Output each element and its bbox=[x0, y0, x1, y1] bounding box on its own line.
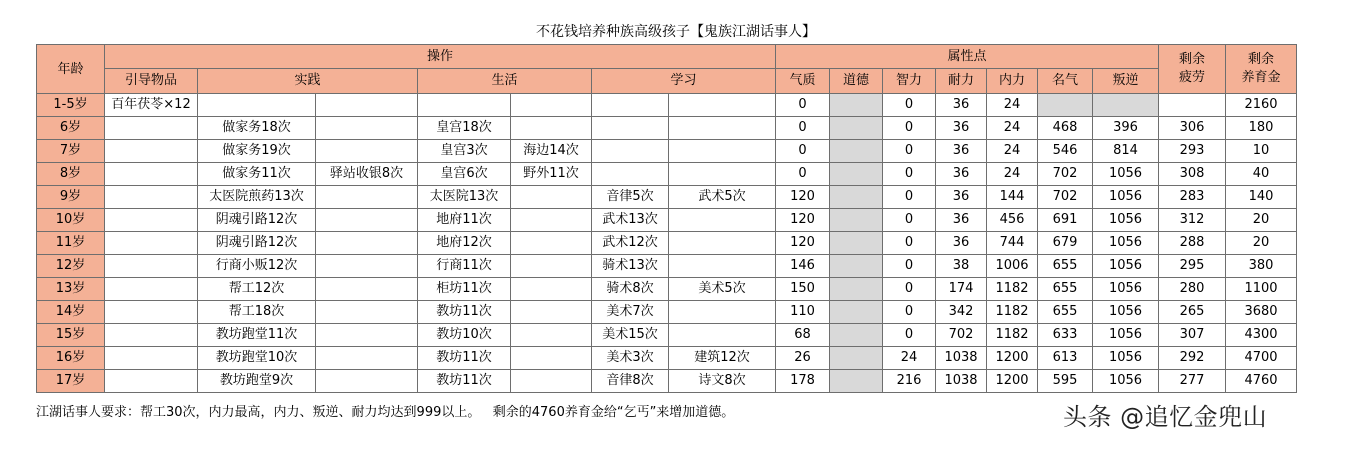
zhili-cell: 0 bbox=[883, 163, 936, 186]
panni-cell: 1056 bbox=[1093, 255, 1159, 278]
neili-cell: 744 bbox=[987, 232, 1038, 255]
life-cell-1: 教坊10次 bbox=[418, 324, 511, 347]
naili-cell: 36 bbox=[936, 94, 987, 117]
table-row bbox=[37, 163, 1297, 186]
qizhi-cell: 0 bbox=[776, 94, 830, 117]
age-cell: 9岁 bbox=[37, 186, 105, 209]
guide-item-cell bbox=[105, 278, 198, 301]
qizhi-cell: 68 bbox=[776, 324, 830, 347]
guide-item-cell bbox=[105, 140, 198, 163]
life-cell-2 bbox=[511, 324, 592, 347]
header-qizhi: 气质 bbox=[776, 69, 830, 94]
age-cell: 16岁 bbox=[37, 347, 105, 370]
funds-cell: 180 bbox=[1226, 117, 1297, 140]
panni-cell bbox=[1093, 94, 1159, 117]
qizhi-cell: 110 bbox=[776, 301, 830, 324]
age-cell: 6岁 bbox=[37, 117, 105, 140]
naili-cell: 36 bbox=[936, 186, 987, 209]
mingqi-cell: 595 bbox=[1038, 370, 1093, 393]
funds-cell: 4700 bbox=[1226, 347, 1297, 370]
daode-cell bbox=[830, 163, 883, 186]
zhili-cell: 0 bbox=[883, 140, 936, 163]
neili-cell: 24 bbox=[987, 117, 1038, 140]
practice-cell-2: 驿站收银8次 bbox=[316, 163, 418, 186]
study-cell-1 bbox=[592, 163, 669, 186]
practice-cell-2 bbox=[316, 278, 418, 301]
study-cell-2 bbox=[669, 301, 776, 324]
age-cell: 13岁 bbox=[37, 278, 105, 301]
table-row bbox=[37, 255, 1297, 278]
header-remaining-fatigue: 剩余 疲劳 bbox=[1159, 45, 1226, 94]
life-cell-2 bbox=[511, 255, 592, 278]
daode-cell bbox=[830, 278, 883, 301]
daode-cell bbox=[830, 324, 883, 347]
mingqi-cell: 655 bbox=[1038, 301, 1093, 324]
guide-item-cell: 百年茯苓×12 bbox=[105, 94, 198, 117]
neili-cell: 1006 bbox=[987, 255, 1038, 278]
practice-cell-1: 阴魂引路12次 bbox=[198, 209, 316, 232]
life-cell-1: 行商11次 bbox=[418, 255, 511, 278]
practice-cell-2 bbox=[316, 117, 418, 140]
practice-cell-1 bbox=[198, 94, 316, 117]
practice-cell-1: 教坊跑堂10次 bbox=[198, 347, 316, 370]
mingqi-cell: 655 bbox=[1038, 255, 1093, 278]
study-cell-1 bbox=[592, 140, 669, 163]
practice-cell-1: 做家务18次 bbox=[198, 117, 316, 140]
life-cell-2 bbox=[511, 370, 592, 393]
mingqi-cell: 702 bbox=[1038, 163, 1093, 186]
life-cell-1: 地府12次 bbox=[418, 232, 511, 255]
age-cell: 12岁 bbox=[37, 255, 105, 278]
table-row bbox=[37, 347, 1297, 370]
table-row bbox=[37, 301, 1297, 324]
panni-cell: 1056 bbox=[1093, 232, 1159, 255]
guide-item-cell bbox=[105, 232, 198, 255]
neili-cell: 24 bbox=[987, 163, 1038, 186]
practice-cell-1: 行商小贩12次 bbox=[198, 255, 316, 278]
panni-cell: 1056 bbox=[1093, 370, 1159, 393]
header-practice: 实践 bbox=[198, 69, 418, 94]
study-cell-1: 美术7次 bbox=[592, 301, 669, 324]
zhili-cell: 0 bbox=[883, 278, 936, 301]
life-cell-2 bbox=[511, 209, 592, 232]
practice-cell-1: 阴魂引路12次 bbox=[198, 232, 316, 255]
funds-cell: 4300 bbox=[1226, 324, 1297, 347]
practice-cell-2 bbox=[316, 255, 418, 278]
practice-cell-2 bbox=[316, 347, 418, 370]
daode-cell bbox=[830, 117, 883, 140]
age-cell: 8岁 bbox=[37, 163, 105, 186]
funds-cell: 1100 bbox=[1226, 278, 1297, 301]
mingqi-cell: 679 bbox=[1038, 232, 1093, 255]
footer-note: 江湖话事人要求：帮工30次，内力最高，内力、叛逆、耐力均达到999以上。 剩余的4760养育金给“乞丐”来增加道德。 bbox=[36, 405, 735, 420]
fatigue-cell: 265 bbox=[1159, 301, 1226, 324]
practice-cell-2 bbox=[316, 209, 418, 232]
zhili-cell: 0 bbox=[883, 94, 936, 117]
table-row bbox=[37, 370, 1297, 393]
funds-cell: 380 bbox=[1226, 255, 1297, 278]
header-remaining-funds: 剩余 养育金 bbox=[1226, 45, 1297, 94]
zhili-cell: 216 bbox=[883, 370, 936, 393]
study-cell-2 bbox=[669, 255, 776, 278]
life-cell-2: 海边14次 bbox=[511, 140, 592, 163]
life-cell-1: 柜坊11次 bbox=[418, 278, 511, 301]
zhili-cell: 0 bbox=[883, 209, 936, 232]
guide-item-cell bbox=[105, 255, 198, 278]
funds-cell: 40 bbox=[1226, 163, 1297, 186]
table-row bbox=[37, 278, 1297, 301]
funds-cell: 3680 bbox=[1226, 301, 1297, 324]
age-cell: 15岁 bbox=[37, 324, 105, 347]
life-cell-2 bbox=[511, 232, 592, 255]
funds-cell: 2160 bbox=[1226, 94, 1297, 117]
table-row bbox=[37, 209, 1297, 232]
header-mingqi: 名气 bbox=[1038, 69, 1093, 94]
life-cell-1: 皇宫6次 bbox=[418, 163, 511, 186]
header-study: 学习 bbox=[592, 69, 776, 94]
zhili-cell: 0 bbox=[883, 232, 936, 255]
daode-cell bbox=[830, 255, 883, 278]
panni-cell: 1056 bbox=[1093, 209, 1159, 232]
table-title: 不花钱培养种族高级孩子【鬼族江湖话事人】 bbox=[536, 24, 816, 40]
qizhi-cell: 150 bbox=[776, 278, 830, 301]
naili-cell: 174 bbox=[936, 278, 987, 301]
table-row bbox=[37, 232, 1297, 255]
header-neili: 内力 bbox=[987, 69, 1038, 94]
panni-cell: 814 bbox=[1093, 140, 1159, 163]
life-cell-1: 地府11次 bbox=[418, 209, 511, 232]
neili-cell: 456 bbox=[987, 209, 1038, 232]
study-cell-2: 美术5次 bbox=[669, 278, 776, 301]
study-cell-1: 音律8次 bbox=[592, 370, 669, 393]
age-cell: 11岁 bbox=[37, 232, 105, 255]
practice-cell-1: 做家务11次 bbox=[198, 163, 316, 186]
header-panni: 叛逆 bbox=[1093, 69, 1159, 94]
life-cell-2 bbox=[511, 301, 592, 324]
naili-cell: 36 bbox=[936, 163, 987, 186]
guide-item-cell bbox=[105, 347, 198, 370]
header-naili: 耐力 bbox=[936, 69, 987, 94]
mingqi-cell: 691 bbox=[1038, 209, 1093, 232]
header-operation: 操作 bbox=[105, 45, 776, 69]
daode-cell bbox=[830, 347, 883, 370]
daode-cell bbox=[830, 370, 883, 393]
practice-cell-1: 帮工12次 bbox=[198, 278, 316, 301]
practice-cell-2 bbox=[316, 94, 418, 117]
mingqi-cell: 702 bbox=[1038, 186, 1093, 209]
funds-cell: 20 bbox=[1226, 209, 1297, 232]
header-life: 生活 bbox=[418, 69, 592, 94]
life-cell-2 bbox=[511, 278, 592, 301]
fatigue-cell: 307 bbox=[1159, 324, 1226, 347]
practice-cell-1: 教坊跑堂9次 bbox=[198, 370, 316, 393]
watermark-text: 头条 @追忆金兜山 bbox=[1063, 403, 1268, 431]
neili-cell: 1182 bbox=[987, 301, 1038, 324]
zhili-cell: 0 bbox=[883, 301, 936, 324]
age-cell: 7岁 bbox=[37, 140, 105, 163]
table-row bbox=[37, 324, 1297, 347]
fatigue-cell: 280 bbox=[1159, 278, 1226, 301]
life-cell-1 bbox=[418, 94, 511, 117]
fatigue-cell: 295 bbox=[1159, 255, 1226, 278]
practice-cell-2 bbox=[316, 232, 418, 255]
life-cell-2 bbox=[511, 94, 592, 117]
life-cell-2 bbox=[511, 117, 592, 140]
study-cell-1 bbox=[592, 117, 669, 140]
neili-cell: 1200 bbox=[987, 370, 1038, 393]
table-row bbox=[37, 140, 1297, 163]
zhili-cell: 0 bbox=[883, 255, 936, 278]
neili-cell: 1182 bbox=[987, 324, 1038, 347]
fatigue-cell: 312 bbox=[1159, 209, 1226, 232]
study-cell-1: 骑术8次 bbox=[592, 278, 669, 301]
fatigue-cell: 277 bbox=[1159, 370, 1226, 393]
naili-cell: 702 bbox=[936, 324, 987, 347]
practice-cell-2 bbox=[316, 370, 418, 393]
panni-cell: 1056 bbox=[1093, 186, 1159, 209]
qizhi-cell: 146 bbox=[776, 255, 830, 278]
age-cell: 1-5岁 bbox=[37, 94, 105, 117]
study-cell-2 bbox=[669, 117, 776, 140]
table-row bbox=[37, 186, 1297, 209]
practice-cell-1: 教坊跑堂11次 bbox=[198, 324, 316, 347]
practice-cell-2 bbox=[316, 324, 418, 347]
growth-plan-table bbox=[36, 44, 1297, 393]
panni-cell: 1056 bbox=[1093, 163, 1159, 186]
header-age: 年龄 bbox=[37, 45, 105, 94]
life-cell-1: 教坊11次 bbox=[418, 370, 511, 393]
study-cell-1: 武术13次 bbox=[592, 209, 669, 232]
practice-cell-1: 太医院煎药13次 bbox=[198, 186, 316, 209]
zhili-cell: 0 bbox=[883, 324, 936, 347]
funds-cell: 20 bbox=[1226, 232, 1297, 255]
qizhi-cell: 120 bbox=[776, 232, 830, 255]
fatigue-cell bbox=[1159, 94, 1226, 117]
funds-cell: 4760 bbox=[1226, 370, 1297, 393]
zhili-cell: 24 bbox=[883, 347, 936, 370]
fatigue-cell: 308 bbox=[1159, 163, 1226, 186]
neili-cell: 1200 bbox=[987, 347, 1038, 370]
mingqi-cell: 468 bbox=[1038, 117, 1093, 140]
study-cell-1: 武术12次 bbox=[592, 232, 669, 255]
study-cell-2 bbox=[669, 324, 776, 347]
daode-cell bbox=[830, 140, 883, 163]
life-cell-1: 教坊11次 bbox=[418, 301, 511, 324]
naili-cell: 342 bbox=[936, 301, 987, 324]
study-cell-2: 诗文8次 bbox=[669, 370, 776, 393]
guide-item-cell bbox=[105, 324, 198, 347]
qizhi-cell: 0 bbox=[776, 140, 830, 163]
guide-item-cell bbox=[105, 163, 198, 186]
mingqi-cell bbox=[1038, 94, 1093, 117]
life-cell-1: 皇宫3次 bbox=[418, 140, 511, 163]
fatigue-cell: 288 bbox=[1159, 232, 1226, 255]
naili-cell: 1038 bbox=[936, 347, 987, 370]
neili-cell: 144 bbox=[987, 186, 1038, 209]
zhili-cell: 0 bbox=[883, 117, 936, 140]
qizhi-cell: 120 bbox=[776, 209, 830, 232]
daode-cell bbox=[830, 186, 883, 209]
study-cell-1 bbox=[592, 94, 669, 117]
study-cell-1: 骑术13次 bbox=[592, 255, 669, 278]
study-cell-2 bbox=[669, 140, 776, 163]
fatigue-cell: 283 bbox=[1159, 186, 1226, 209]
mingqi-cell: 546 bbox=[1038, 140, 1093, 163]
naili-cell: 38 bbox=[936, 255, 987, 278]
practice-cell-1: 做家务19次 bbox=[198, 140, 316, 163]
naili-cell: 1038 bbox=[936, 370, 987, 393]
life-cell-2 bbox=[511, 186, 592, 209]
fatigue-cell: 292 bbox=[1159, 347, 1226, 370]
life-cell-1: 太医院13次 bbox=[418, 186, 511, 209]
practice-cell-1: 帮工18次 bbox=[198, 301, 316, 324]
life-cell-1: 皇宫18次 bbox=[418, 117, 511, 140]
header-daode: 道德 bbox=[830, 69, 883, 94]
guide-item-cell bbox=[105, 186, 198, 209]
study-cell-2 bbox=[669, 94, 776, 117]
table-row bbox=[37, 117, 1297, 140]
panni-cell: 1056 bbox=[1093, 347, 1159, 370]
study-cell-2 bbox=[669, 163, 776, 186]
guide-item-cell bbox=[105, 117, 198, 140]
age-cell: 17岁 bbox=[37, 370, 105, 393]
panni-cell: 396 bbox=[1093, 117, 1159, 140]
neili-cell: 24 bbox=[987, 140, 1038, 163]
study-cell-1: 音律5次 bbox=[592, 186, 669, 209]
daode-cell bbox=[830, 94, 883, 117]
practice-cell-2 bbox=[316, 140, 418, 163]
qizhi-cell: 120 bbox=[776, 186, 830, 209]
life-cell-1: 教坊11次 bbox=[418, 347, 511, 370]
naili-cell: 36 bbox=[936, 117, 987, 140]
practice-cell-2 bbox=[316, 186, 418, 209]
mingqi-cell: 655 bbox=[1038, 278, 1093, 301]
panni-cell: 1056 bbox=[1093, 301, 1159, 324]
panni-cell: 1056 bbox=[1093, 324, 1159, 347]
guide-item-cell bbox=[105, 301, 198, 324]
zhili-cell: 0 bbox=[883, 186, 936, 209]
mingqi-cell: 633 bbox=[1038, 324, 1093, 347]
guide-item-cell bbox=[105, 209, 198, 232]
study-cell-2: 武术5次 bbox=[669, 186, 776, 209]
study-cell-1: 美术15次 bbox=[592, 324, 669, 347]
header-zhili: 智力 bbox=[883, 69, 936, 94]
daode-cell bbox=[830, 301, 883, 324]
daode-cell bbox=[830, 232, 883, 255]
life-cell-2: 野外11次 bbox=[511, 163, 592, 186]
study-cell-2 bbox=[669, 209, 776, 232]
naili-cell: 36 bbox=[936, 140, 987, 163]
qizhi-cell: 0 bbox=[776, 163, 830, 186]
mingqi-cell: 613 bbox=[1038, 347, 1093, 370]
panni-cell: 1056 bbox=[1093, 278, 1159, 301]
naili-cell: 36 bbox=[936, 209, 987, 232]
study-cell-2 bbox=[669, 232, 776, 255]
age-cell: 14岁 bbox=[37, 301, 105, 324]
fatigue-cell: 293 bbox=[1159, 140, 1226, 163]
qizhi-cell: 178 bbox=[776, 370, 830, 393]
naili-cell: 36 bbox=[936, 232, 987, 255]
qizhi-cell: 0 bbox=[776, 117, 830, 140]
study-cell-2: 建筑12次 bbox=[669, 347, 776, 370]
practice-cell-2 bbox=[316, 301, 418, 324]
qizhi-cell: 26 bbox=[776, 347, 830, 370]
fatigue-cell: 306 bbox=[1159, 117, 1226, 140]
neili-cell: 24 bbox=[987, 94, 1038, 117]
header-guide-item: 引导物品 bbox=[105, 69, 198, 94]
age-cell: 10岁 bbox=[37, 209, 105, 232]
neili-cell: 1182 bbox=[987, 278, 1038, 301]
funds-cell: 140 bbox=[1226, 186, 1297, 209]
header-attributes: 属性点 bbox=[776, 45, 1159, 69]
study-cell-1: 美术3次 bbox=[592, 347, 669, 370]
funds-cell: 10 bbox=[1226, 140, 1297, 163]
guide-item-cell bbox=[105, 370, 198, 393]
table-row bbox=[37, 94, 1297, 117]
life-cell-2 bbox=[511, 347, 592, 370]
daode-cell bbox=[830, 209, 883, 232]
